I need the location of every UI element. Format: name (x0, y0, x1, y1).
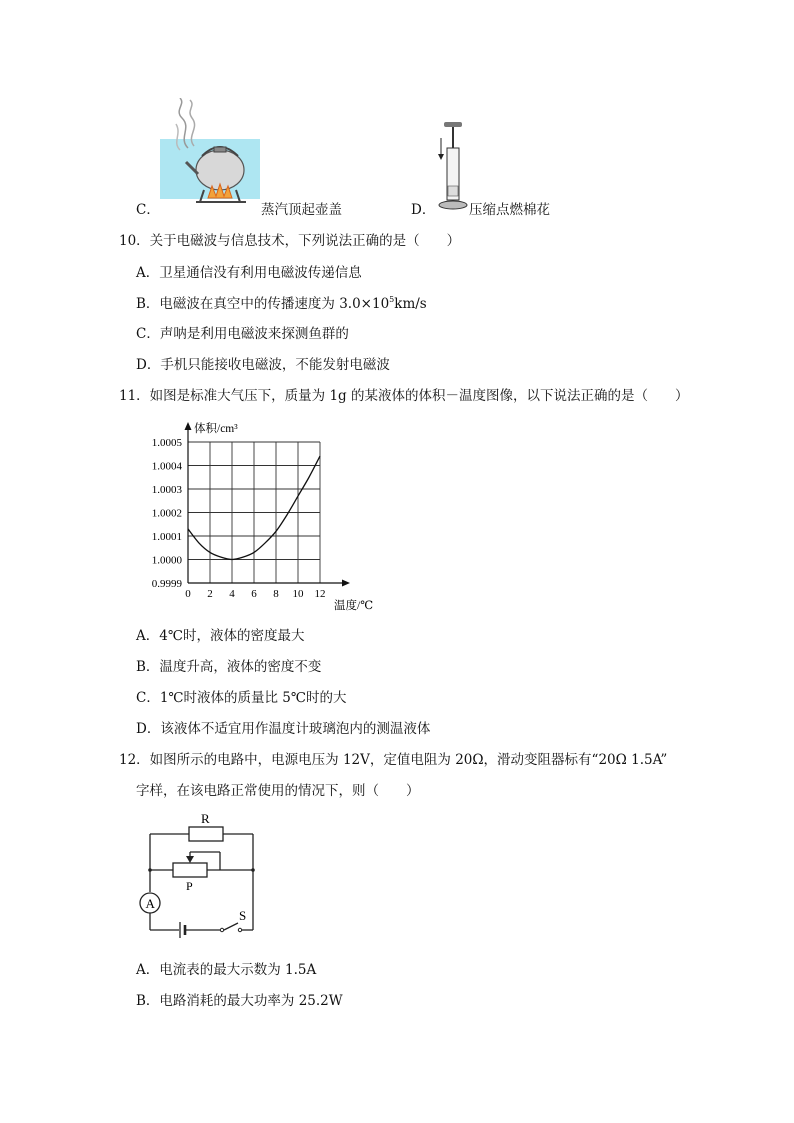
label-p: P (186, 879, 193, 893)
rheostat (173, 863, 207, 877)
x-tick-label: 12 (314, 588, 326, 600)
q12-stem-line2: 字样，在该电路正常使用的情况下，则（ ） (136, 783, 420, 799)
q11-option-b: B．温度升高，液体的密度不变 (136, 659, 322, 675)
option-c-label: C． (136, 202, 160, 218)
circuit-diagram (136, 808, 266, 944)
q12-option-a: A．电流表的最大示数为 1.5A (136, 962, 317, 978)
x-tick-label: 6 (251, 588, 257, 600)
y-tick-label: 1.0001 (151, 531, 182, 543)
q12-stem-line1: 12．如图所示的电路中，电源电压为 12V，定值电阻为 20Ω，滑动变阻器标有“20Ω 1.5A” (119, 752, 668, 768)
q11-option-c: C．1℃时液体的质量比 5℃时的大 (136, 690, 347, 706)
y-tick-label: 1.0000 (151, 554, 182, 567)
fire-piston-illustration (436, 120, 468, 212)
y-tick-label: 1.0003 (151, 484, 182, 496)
x-tick-label: 4 (229, 588, 235, 600)
x-tick-label: 2 (207, 588, 213, 600)
q10-option-a: A．卫星通信没有利用电磁波传递信息 (136, 265, 362, 281)
x-axis-arrow (342, 580, 350, 587)
x-tick-label: 0 (185, 588, 191, 600)
q11-option-a: A．4℃时，液体的密度最大 (136, 628, 305, 644)
resistor-r (189, 827, 223, 841)
x-axis-label: 温度/℃ (334, 600, 374, 612)
y-axis-arrow (185, 422, 192, 430)
y-tick-label: 1.0004 (151, 460, 182, 473)
option-d-caption: 压缩点燃棉花 (469, 202, 550, 218)
label-r: R (201, 811, 210, 826)
q12-option-b: B．电路消耗的最大功率为 25.2W (136, 993, 343, 1009)
x-tick-label: 10 (292, 588, 304, 600)
option-d-label: D． (411, 202, 436, 218)
y-tick-label: 0.9999 (151, 578, 182, 590)
y-axis-label: 体积/cm³ (194, 423, 238, 435)
label-a: A (145, 896, 155, 911)
q10-option-c: C．声呐是利用电磁波来探测鱼群的 (136, 326, 349, 342)
option-c-caption: 蒸汽顶起壶盖 (261, 202, 342, 218)
q11-option-d: D．该液体不适宜用作温度计玻璃泡内的测温液体 (136, 721, 431, 737)
q10-option-b: B．电磁波在真空中的传播速度为 $3.0\times 10^5km/s$ (136, 295, 427, 312)
x-tick-label: 8 (273, 588, 279, 600)
label-s: S (239, 908, 247, 923)
q11-stem: 11．如图是标准大气压下，质量为 1g 的某液体的体积－温度图像，以下说法正确的是（ ） (119, 388, 689, 404)
volume-temperature-chart (140, 416, 380, 612)
kettle-illustration (160, 98, 262, 210)
q10-stem: 10．关于电磁波与信息技术，下列说法正确的是（ ） (119, 233, 461, 249)
y-tick-label: 1.0005 (151, 437, 182, 449)
y-tick-label: 1.0002 (151, 507, 182, 520)
q10-option-d: D．手机只能接收电磁波，不能发射电磁波 (136, 357, 390, 373)
